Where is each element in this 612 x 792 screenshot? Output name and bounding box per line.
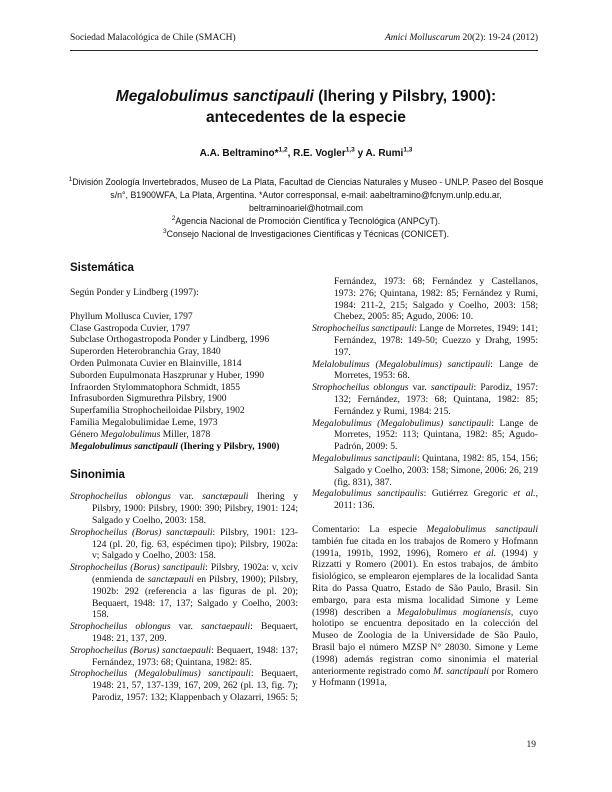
synonymy-entry: Strophocheilus (Borus) sanctæpauli: Pilsbry, 1901: 123-124 (pl. 20, fig. 63, espécimen tipo); Pilsbry, 1902a: v; Salgado y Coelho, 2003: 158.: [70, 526, 298, 562]
page-number: 19: [526, 740, 536, 750]
synonymy-entry: Strophocheilus sanctipauli: Lange de Morretes, 1949: 141; Fernández, 1978: 149-50; Cuezzo y Drahg, 1995: 197.: [312, 323, 538, 358]
systematics-list: [70, 311, 298, 453]
article-title: [40, 86, 572, 128]
synonymy-list-right: [312, 323, 538, 512]
synonymy-entry: Strophocheilus (Borus) sanctipauli: Pilsbry, 1902a: v, xciv (enmienda de sanctæpauli en Pilsbry, 1900); Pilsbry, 1902b: 292 (referencia a las figuras de pl. 20); Bequaert, 1948: 17, 137; Salgado y Coelho, 2003: 158.: [70, 562, 298, 621]
taxon-rank-line: Orden Pulmonata Cuvier en Blainville, 1814: [70, 357, 242, 369]
running-header-citation: Amici Molluscarum 20(2): 19-24 (2012): [384, 33, 538, 43]
taxon-rank-line: Subclase Orthogastropoda Ponder y Lindberg, 1996: [70, 334, 270, 346]
synonymy-entry: Strophocheilus oblongus var. sanctipauli: Parodiz, 1957: 132; Fernández, 1973: 68; Quintana, 1982: 85; Fernández y Rumi, 1984: 215.: [312, 382, 539, 417]
synonymy-entry: Strophocheilus oblongus var. sanctæpauli Ihering y Pilsbry, 1900: Pilsbry, 1900: 390; Pilsbry, 1901: 124; Salgado y Coelho, 2003: 158.: [70, 491, 298, 526]
running-header: [70, 33, 538, 51]
authors-line: A.A. Beltramino*$^{1,2}$, R.E. Vogler$^{1,3}$ y A. Rumi$^{1,3}$: [199, 146, 413, 159]
taxon-rank-line: Superfamilia Strophocheiloidae Pilsbry, 1902: [70, 405, 245, 417]
taxon-rank-line: Megalobulimus sanctipauli (Ihering y Pilsbry, 1900): [70, 440, 280, 452]
right-column: [312, 276, 538, 689]
synonymy-entry: Strophocheilus (Borus) sanctaepauli: Bequaert, 1948: 137; Fernández, 1973: 68; Quintana, 1982: 85.: [70, 644, 299, 668]
taxon-rank-line: Género Megalobulimus Miller, 1878: [70, 428, 211, 440]
taxon-rank-line: Phyllum Mollusca Cuvier, 1797: [70, 310, 193, 322]
taxon-rank-line: Familia Megalobulimidae Leme, 1973: [70, 416, 218, 428]
article-title-line1: Megalobulimus sanctipauli (Ihering y Pilsbry, 1900):: [115, 88, 497, 105]
article-title-line2: antecedentes de la especie: [206, 109, 406, 126]
synonymy-list-left: [70, 491, 298, 703]
synonymy-entry: Strophocheilus oblongus var. sanctaepauli: Bequaert, 1948: 21, 137, 209.: [70, 621, 299, 644]
synonymy-entry: Megalobulimus sanctipaulis: Gutiérrez Gregoric et al., 2011: 136.: [312, 488, 538, 512]
affiliation-item: $^1$División Zoología Invertebrados, Museo de La Plata, Facultad de Ciencias Naturales y Museo - UNLP. Paseo del Bosque s/n°, B1900WFA, La Plata, Argentina. *Autor corresponsal, e-mail: aabeltramino@fcnym.unlp.edu.ar, beltraminoariel@hotmail.com: [68, 176, 544, 213]
affiliations-block: [66, 176, 546, 241]
affiliation-item: $^3$Consejo Nacional de Investigaciones Científicas y Técnicas (CONICET).: [162, 228, 450, 239]
taxon-rank-line: Suborden Eupulmonata Haszprunar y Huber, 1990: [70, 369, 265, 381]
taxon-rank-line: Infraorden Stylommatophora Schmidt, 1855: [70, 381, 240, 393]
section-heading-sistematica: Sistemática: [70, 262, 134, 274]
synonymy-entry-continuation: Fernández, 1973: 68; Fernández y Castellanos, 1973: 276; Quintana, 1982: 85; Fernández y Rumi, 1984: 211-2, 215; Salgado y Coelho, 2003: 158; Chebez, 2005: 85; Agudo, 2006: 10.: [334, 276, 538, 323]
synonymy-entry: Megalobulimus sanctipauli: Quintana, 1982: 85, 154, 156; Salgado y Coelho, 2003: 158; Simone, 2006: 26, 219 (fig. 831), 387.: [312, 452, 538, 488]
left-column: [70, 262, 298, 704]
affiliation-item: $^2$Agencia Nacional de Promoción Científica y Tecnológica (ANPCyT).: [171, 215, 441, 226]
synonymy-entry: Melalobulimus (Megalobulimus) sanctipauli: Lange de Morretes, 1953: 68.: [312, 358, 538, 382]
synonymy-entry: Strophocheilus (Megalobulimus) sanctipauli: Bequaert, 1948: 21, 57, 137-139, 167, 209, 262 (pl. 13, fig. 7); Parodiz, 1957: 132; Klappenbach y Olazarri, 1965: 5;: [70, 668, 298, 703]
comment-paragraph: Comentario: La especie Megalobulimus sanctipauli también fue citada en los trabajos de Romero y Hofmann (1991a, 1991b, 1992, 1996), Romero et al. (1994) y Rizzatti y Romero (2001). En estos trabajos, de ámbito fisiológico, se emplearon ejemplares de la localidad Santa Rita do Passa Quatro, Estado de São Paulo, Brasil. Sin embargo, para esta misma localidad Simone y Leme (1998) describen a Megalobulimus mogianensis, cuyo holotipo se encuentra depositado en la colección del Museo de Zoologia de la Universidade de São Paulo, Brasil bajo el número MZSP N° 28030. Simone y Leme (1998) además registran como sinonimia el material anteriormente registrado como M. sanctipauli por Romero y Hofmann (1991a,: [312, 523, 538, 689]
synonymy-entry: Megalobulimus (Megalobulimus) sanctipauli: Lange de Morretes, 1952: 113; Quintana, 1982: 85; Agudo-Padrón, 2009: 5.: [312, 417, 538, 453]
section-heading-sinonimia: Sinonimia: [70, 469, 125, 482]
taxon-rank-line: Superorden Heterobranchia Gray, 1840: [70, 346, 221, 358]
taxon-rank-line: Clase Gastropoda Cuvier, 1797: [70, 322, 191, 334]
taxon-rank-line: Infrasuborden Sigmurethra Pilsbry, 1900: [70, 393, 227, 405]
systematics-intro: Según Ponder y Lindberg (1997):: [70, 287, 199, 298]
running-header-society: Sociedad Malacológica de Chile (SMACH): [70, 33, 236, 43]
